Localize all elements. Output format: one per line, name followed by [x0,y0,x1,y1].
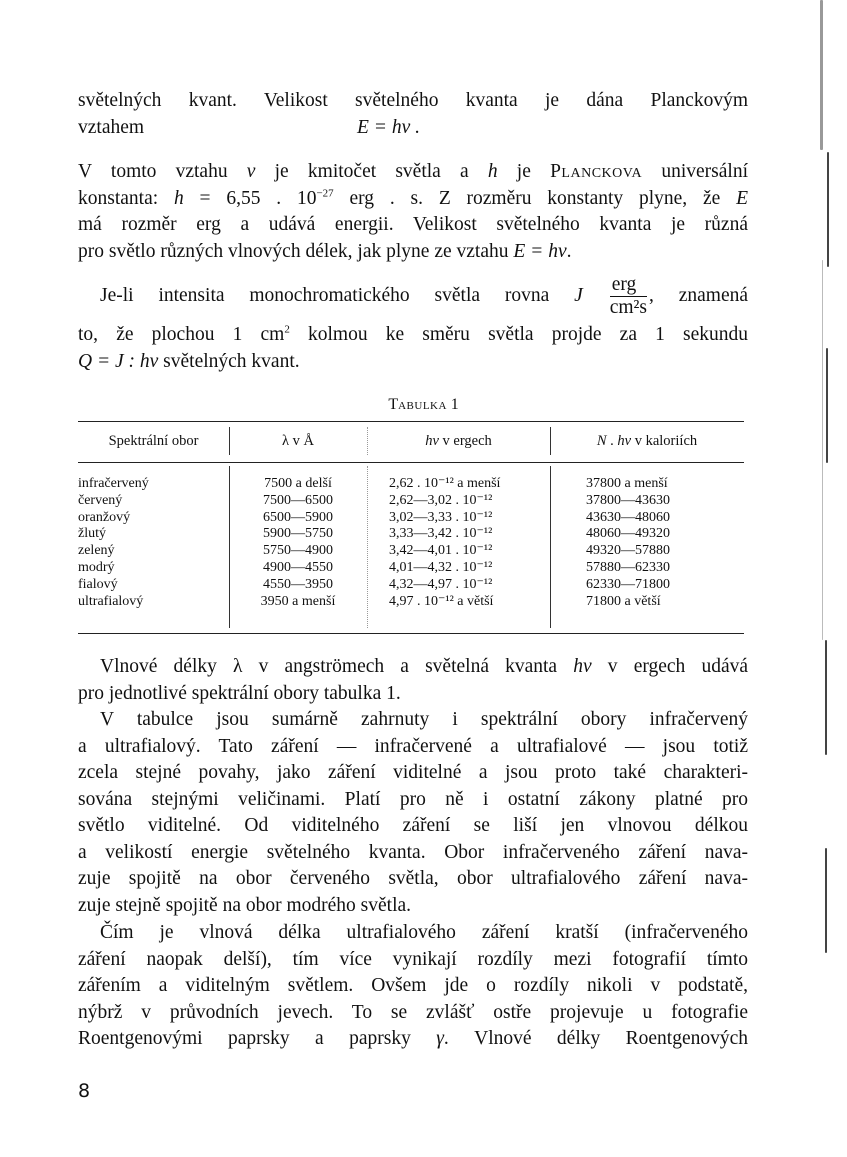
text-line: a ultrafialový. Tato záření — infračervené a ultrafialové — jsou totiž [78,735,748,757]
text-line: to, že plochou 1 $cm^2$ kolmou ke směru světla projde za 1 sekundu [78,323,749,345]
text-line: Q = J : hν světelných kvant. [78,350,300,372]
text-line: Je-li intensita monochromatického světla rovna J $\frac{\text{erg}}{\text{cm²s}}$ , znamená [100,274,749,319]
table-cell: 4900—4550 [263,559,333,575]
table-cell: 4550—3950 [263,576,333,592]
column-energy-erg [389,476,549,610]
text-line: má rozměr erg a udává energii. Velikost světelného kvanta je různá [78,214,748,235]
table-cell: 43630—48060 [586,509,670,525]
text-line: zuje spojitě na obor červeného světla, obor ultrafialového záření nava- [78,868,748,889]
table-cell: infračervený [78,476,149,491]
table-cell: 4,32—4,97 . 10⁻¹² [389,576,493,592]
scan-edge-artifact [822,260,823,640]
text-line: konstanta: h = 6,55 . $10^{-27}$ erg . s. Z rozměru konstanty plyne, že E [78,187,749,209]
text-line: V tomto vztahu ν je kmitočet světla a h je Planckova universální [78,161,749,182]
table-cell: zelený [78,543,115,559]
text-line: sována stejnými veličinami. Platí pro ně i ostatní zákony platné pro [78,788,748,810]
table-cell: 37800—43630 [586,492,670,508]
text-line: zuje stejně spojitě na obor modrého světla. [78,894,412,916]
text-line: Čím je vlnová délka ultrafialového záření kratší (infračerveného [100,922,748,943]
scan-edge-artifact [825,640,827,755]
table-cell: 7500—6500 [263,492,333,508]
table-bottom-rule [78,633,744,634]
table-cell: oranžový [78,509,131,525]
column-divider [367,466,368,628]
table-cell: 37800 a menší [586,476,668,491]
paragraph-wavelength-differences [78,920,748,1053]
page-number: 8 [78,1080,91,1102]
text-line: zářením a viditelným světlem. Ovšem jde o rozdíly nikoli v podstatě, [78,975,748,996]
table-cell: 4,97 . 10⁻¹² a větší [389,593,494,609]
text-line: vztahem [78,116,145,138]
table-cell: 6500—5900 [263,509,333,525]
table-cell: modrý [78,559,115,575]
table-cell: 3,42—4,01 . 10⁻¹² [389,543,493,559]
column-spectral-range [78,476,228,610]
table-cell: 2,62—3,02 . 10⁻¹² [389,492,493,508]
text-line: nýbrž v průvodních jevech. To se zvlášť ostře projevuje u fotografie [78,1001,748,1023]
table-cell: 49320—57880 [586,543,670,559]
scan-edge-artifact [820,0,823,150]
column-energy-cal [586,476,736,610]
table-cell: ultrafialový [78,593,144,609]
table-caption: Tabulka 1 [388,396,459,413]
column-divider [550,466,551,628]
equation-planck: E = hν . [357,117,420,138]
text-line: pro jednotlivé spektrální obory tabulka 1. [78,682,401,704]
scan-edge-artifact [827,152,829,267]
table-cell: 3,33—3,42 . 10⁻¹² [389,526,493,542]
text-line: Vlnové délky λ v angströmech a světelná kvanta hν v ergech udává [100,656,749,677]
header-energy-erg: hν v ergech [425,433,492,449]
text-line: světlo viditelné. Od viditelného záření se liší jen vlnovou délkou [78,815,748,836]
text-line: zcela stejné povahy, jako záření viditelné a jsou proto také charakteri- [78,762,748,783]
text-line: a velikostí energie světelného kvanta. Obor infračerveného záření nava- [78,841,748,863]
table-cell: 57880—62330 [586,559,670,575]
table-header-rule [78,462,744,463]
table-cell: 62330—71800 [586,576,670,592]
text-line: V tabulce jsou sumárně zahrnuty i spektrální obory infračervený [100,709,748,730]
paragraph-intensity [78,270,748,375]
paragraph-infrared-ultraviolet [78,707,748,919]
table-cell: 2,62 . 10⁻¹² a menší [389,476,501,491]
header-wavelength: λ v Å [281,433,314,449]
table-cell: 5900—5750 [263,526,333,542]
table-cell: 48060—49320 [586,526,670,542]
table-cell: fialový [78,576,118,592]
table-cell: 7500 a delší [264,476,332,491]
table-cell: 71800 a větší [586,593,661,609]
column-wavelength [229,476,367,610]
text-line: Roentgenovými paprsky a paprsky γ. Vlnové délky Roentgenových [78,1028,749,1049]
scan-edge-artifact [825,848,827,953]
paragraph-planck-constant [78,159,748,265]
table-top-rule [78,421,744,422]
table-cell: červený [78,492,123,508]
table-cell: 3,02—3,33 . 10⁻¹² [389,509,493,525]
table-cell: 5750—4900 [263,543,333,559]
text-line: záření naopak delší), tím více vynikají rozdíly mezi fotografií tímto [78,948,748,970]
header-spectral-range: Spektrální obor [108,433,199,449]
text-line: pro světlo různých vlnových délek, jak plyne ze vztahu E = hν. [78,240,572,262]
name-planck: Planckova [550,161,643,182]
table-cell: žlutý [78,526,106,542]
paragraph-table-reference [78,654,748,707]
table-cell: 4,01—4,32 . 10⁻¹² [389,559,493,575]
scan-edge-artifact [826,348,828,463]
table-cell: 3950 a menší [260,593,336,609]
header-energy-cal: N . hν v kaloriích [596,433,698,449]
fraction-erg-per-cm2s: $\frac{\text{erg}}{\text{cm²s}}$ [609,274,647,319]
text-line: světelných kvant. Velikost světelného kvanta je dána Planckovým [78,90,748,111]
